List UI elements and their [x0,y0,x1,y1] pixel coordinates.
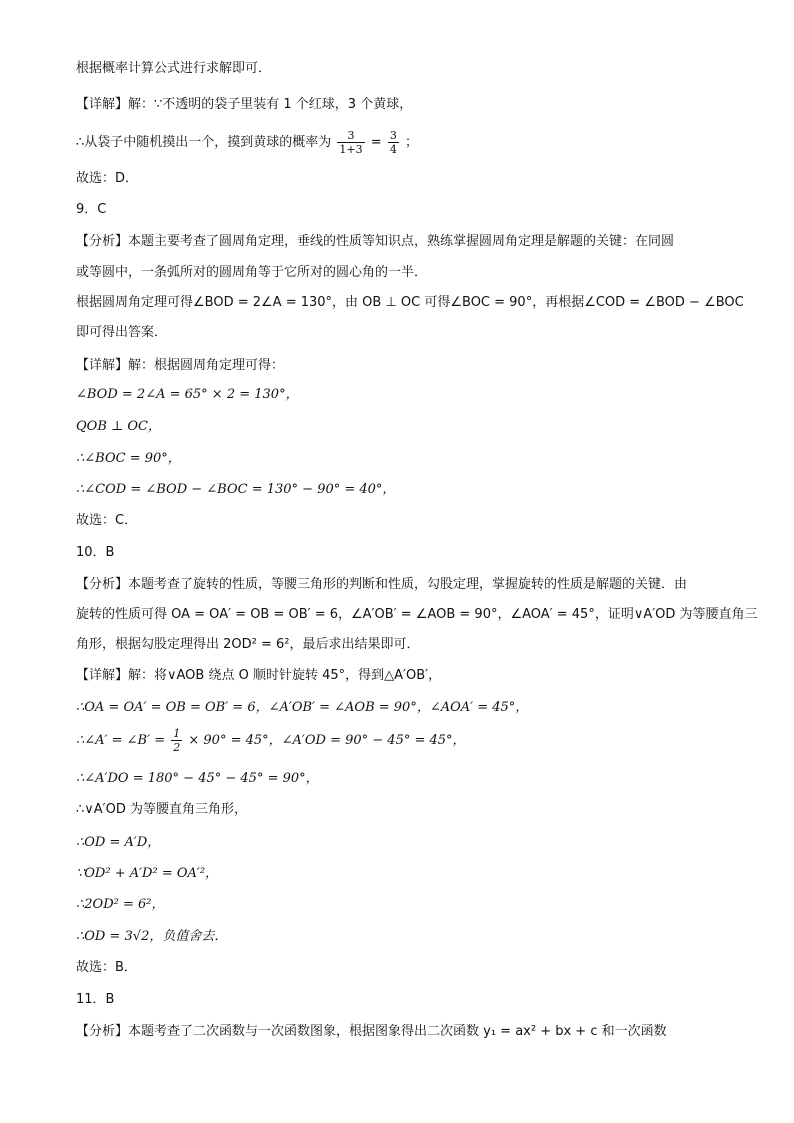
math-line: ∠BOD = 2∠A = 65° × 2 = 130°， [76,387,299,402]
math-line: ∴∠A′DO = 180° − 45° − 45° = 90°， [76,771,319,786]
fraction [388,129,399,156]
math-line: ∴OD = 3√2，负值舍去． [76,929,228,944]
text-line: 旋转的性质可得 OA = OA′ = OB = OB′ = 6，∠A′OB′ = ∠AOB = 90°，∠AOA′ = 45°，证明∨A′OD 为等腰直角三 [76,607,758,622]
fraction-numerator: 3 [389,129,397,142]
math-line: ∴2OD² = 6²， [76,897,165,912]
math-line [76,725,726,757]
text-line: 角形，根据勾股定理得出 2OD² = 6²，最后求出结果即可． [76,637,420,652]
answer-heading: 9．C [76,202,107,217]
fraction [337,129,364,156]
answer-heading: 10．B [76,545,115,560]
text-line: 【分析】本题主要考查了圆周角定理，垂线的性质等知识点，熟练掌握圆周角定理是解题的关键：在同圆 [76,234,675,249]
fraction-numerator: 3 [337,129,364,143]
text-line: 根据概率计算公式进行求解即可． [76,61,272,76]
answer-heading: 11．B [76,992,115,1007]
math-line: QOB ⊥ OC， [76,419,161,434]
text-line: 即可得出答案． [76,325,168,340]
text-line: 【详解】解：∵不透明的袋子里装有 1 个红球，3 个黄球， [76,97,413,112]
math-line: ∴∠COD = ∠BOD − ∠BOC = 130° − 90° = 40°， [76,482,396,497]
fraction-denominator: 2 [173,741,181,754]
text-line: 【详解】解：根据圆周角定理可得： [76,358,285,373]
math-line: ∴OD = A′D， [76,835,161,850]
math-line: ∴∠BOC = 90°， [76,451,181,466]
text-line: 【分析】本题考查了旋转的性质，等腰三角形的判断和性质，勾股定理，掌握旋转的性质是解题的关键．由 [76,577,688,592]
text-segment: ； [404,135,418,150]
fraction-denominator: 1+3 [339,143,363,156]
text-line: 【详解】解：将∨AOB 绕点 O 顺时针旋转 45°，得到△A′OB′， [76,668,442,683]
text-segment: ∴从袋子中随机摸出一个，摸到黄球的概率为 [76,135,332,150]
text-line: 故选：B． [76,960,137,975]
probability-line [76,128,726,158]
fraction-denominator: 4 [389,143,397,156]
text-line: 根据圆周角定理可得∠BOD = 2∠A = 130°，由 OB ⊥ OC 可得∠BOC = 90°，再根据∠COD = ∠BOD − ∠BOC [76,295,744,310]
text-line: 故选：D． [76,171,139,186]
text-line: 或等圆中，一条弧所对的圆周角等于它所对的圆心角的一半． [76,265,428,280]
text-line: 【分析】本题考查了二次函数与一次函数图象，根据图象得出二次函数 y₁ = ax² + bx + c 和一次函数 [76,1024,667,1039]
math-line: ∵OD² + A′D² = OA′²， [76,866,219,881]
math-line: ∴OA = OA′ = OB = OB′ = 6，∠A′OB′ = ∠AOB = 90°，∠AOA′ = 45°， [76,700,529,715]
text-segment: × 90° = 45°，∠A′OD = 90° − 45° = 45°， [188,733,466,748]
fraction-numerator: 1 [173,727,181,740]
fraction [171,727,182,754]
text-segment: ∴∠A′ = ∠B′ = [76,733,166,748]
text-line: ∴∨A′OD 为等腰直角三角形， [76,802,248,817]
equals-sign: = [370,135,382,150]
text-line: 故选：C． [76,513,138,528]
